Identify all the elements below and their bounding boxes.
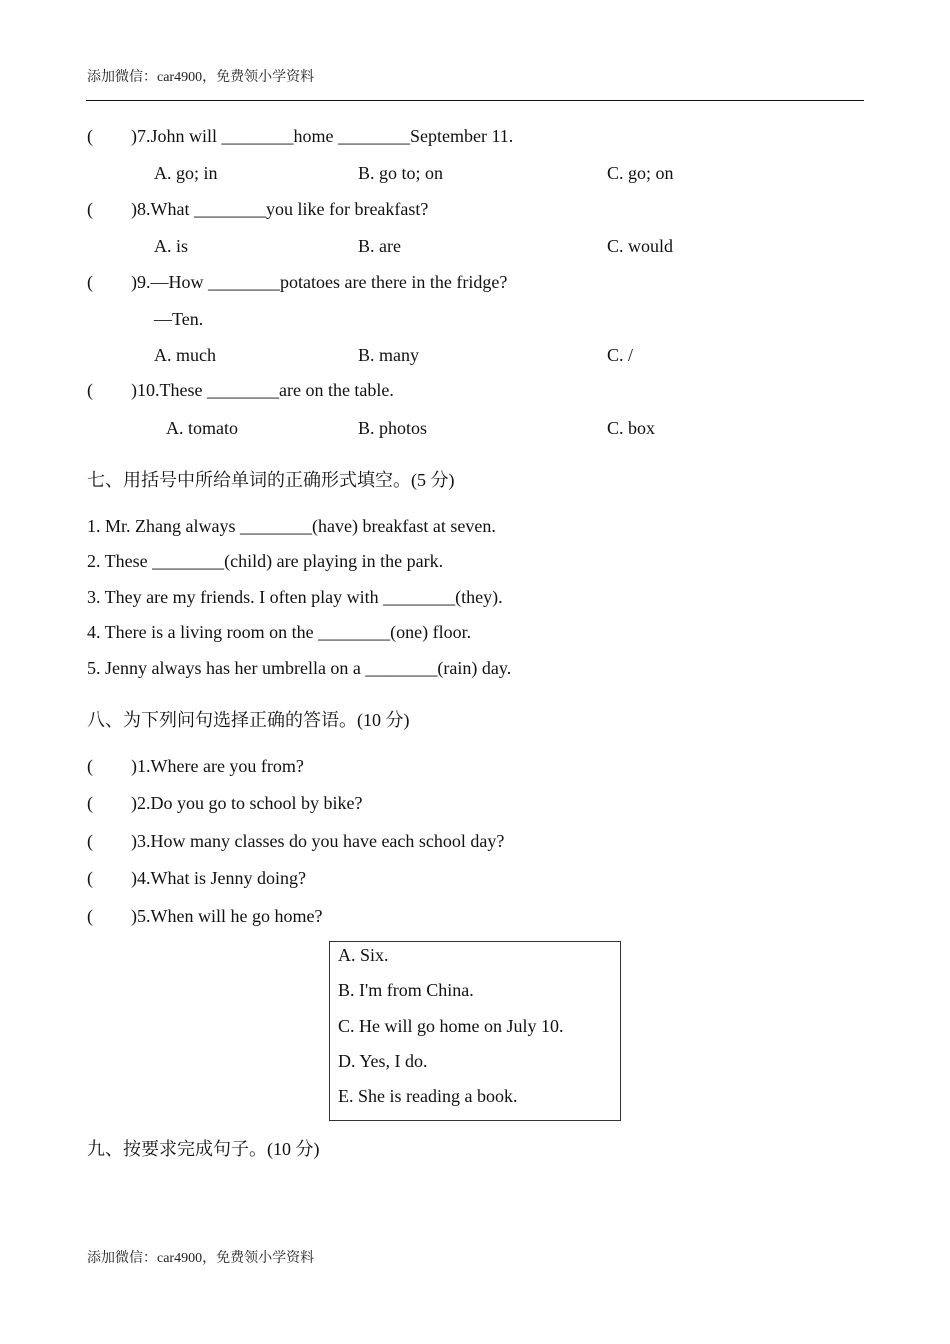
question-10: )10.These ________are on the table. [131,380,394,400]
answer-paren: ( [87,199,93,219]
match-question-5: )5.When will he go home? [131,906,323,926]
option-a: A. is [154,236,189,256]
answer-choice-a: A. Six. [338,945,389,965]
fill-item-2: 2. These ________(child) are playing in the park. [87,551,444,571]
header-divider [86,100,864,101]
section-8-title [87,706,410,732]
header-note: 添加微信：car4900，免费领小学资料 [87,70,315,85]
option-a: A. tomato [166,418,238,438]
option-c: C. go; on [607,163,674,183]
option-b: B. photos [358,418,428,438]
footer-note: 添加微信：car4900，免费领小学资料 [87,1251,315,1266]
answer-paren: ( [87,756,93,776]
section-7-points: (5 分) [411,470,455,490]
fill-item-4: 4. There is a living room on the ________(one) floor. [87,622,472,642]
answer-choice-c: C. He will go home on July 10. [338,1016,564,1036]
section-8-points: (10 分) [357,710,410,730]
option-a: A. much [154,345,216,365]
option-c: C. would [607,236,674,256]
match-question-4: )4.What is Jenny doing? [131,868,306,888]
answer-choice-d: D. Yes, I do. [338,1051,428,1071]
question-9: )9.—How ________potatoes are there in the fridge? [131,272,508,292]
option-b: B. many [358,345,419,365]
option-c: C. / [607,345,634,365]
answer-choice-e: E. She is reading a book. [338,1086,518,1106]
match-question-3: )3.How many classes do you have each school day? [131,831,505,851]
option-a: A. go; in [154,163,218,183]
answer-paren: ( [87,126,93,146]
answer-paren: ( [87,906,93,926]
option-b: B. are [358,236,401,256]
fill-item-3: 3. They are my friends. I often play with ________(they). [87,587,503,607]
option-c: C. box [607,418,656,438]
answer-choices-box [329,941,621,1121]
section-9-points: (10 分) [267,1139,320,1159]
question-9-answer: —Ten. [154,309,204,329]
section-9-heading: 九、按要求完成句子。 [87,1139,267,1160]
option-b: B. go to; on [358,163,444,183]
section-7-title [87,466,455,492]
match-question-2: )2.Do you go to school by bike? [131,793,363,813]
answer-paren: ( [87,272,93,292]
answer-paren: ( [87,831,93,851]
question-7: )7.John will ________home ________September 11. [131,126,514,146]
answer-choice-b: B. I'm from China. [338,980,474,1000]
answer-paren: ( [87,793,93,813]
section-7-heading: 七、用括号中所给单词的正确形式填空。 [87,470,411,491]
question-8: )8.What ________you like for breakfast? [131,199,429,219]
fill-item-5: 5. Jenny always has her umbrella on a ________(rain) day. [87,658,512,678]
section-8-heading: 八、为下列问句选择正确的答语。 [87,710,357,731]
answer-paren: ( [87,868,93,888]
answer-paren: ( [87,380,93,400]
match-question-1: )1.Where are you from? [131,756,304,776]
section-9-title [87,1135,320,1161]
fill-item-1: 1. Mr. Zhang always ________(have) breakfast at seven. [87,516,496,536]
